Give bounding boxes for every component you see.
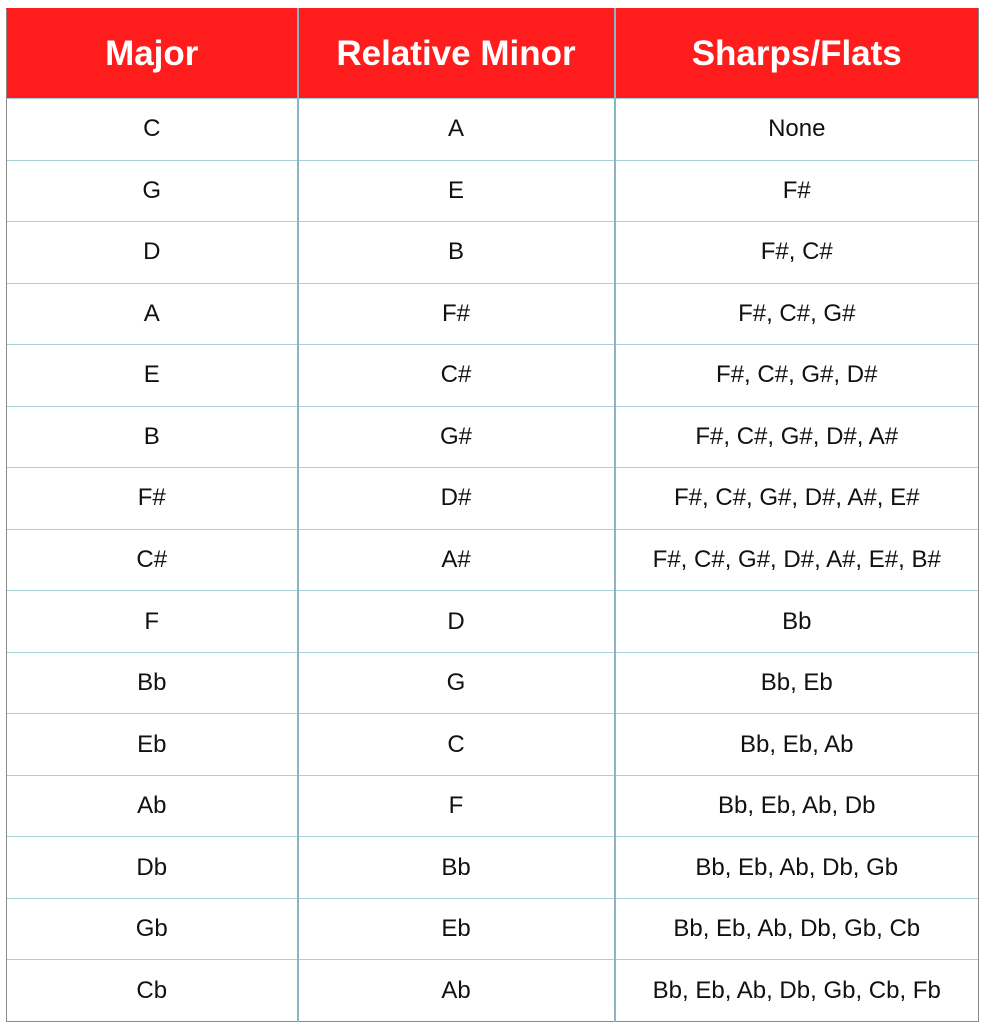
- header-sharps-flats: Sharps/Flats: [615, 9, 979, 99]
- sharps-flats-cell: Bb: [615, 591, 979, 653]
- major-cell: A: [7, 283, 298, 345]
- sharps-flats-cell: Bb, Eb, Ab, Db, Gb, Cb, Fb: [615, 960, 979, 1022]
- relative-minor-cell: B: [298, 222, 615, 284]
- major-cell: Bb: [7, 652, 298, 714]
- major-cell: F#: [7, 468, 298, 530]
- relative-minor-cell: G: [298, 652, 615, 714]
- sharps-flats-cell: F#, C#, G#, D#, A#, E#: [615, 468, 979, 530]
- sharps-flats-cell: Bb, Eb, Ab, Db, Gb, Cb: [615, 898, 979, 960]
- table-row: [7, 222, 979, 284]
- major-cell: Gb: [7, 898, 298, 960]
- table-row: [7, 960, 979, 1022]
- major-cell: E: [7, 345, 298, 407]
- table-row: [7, 345, 979, 407]
- header-relative-minor: Relative Minor: [298, 9, 615, 99]
- relative-minor-cell: C: [298, 714, 615, 776]
- major-cell: C: [7, 99, 298, 161]
- sharps-flats-cell: F#, C#, G#, D#, A#: [615, 406, 979, 468]
- header-major: Major: [7, 9, 298, 99]
- major-cell: C#: [7, 529, 298, 591]
- table-row: [7, 99, 979, 161]
- relative-minor-cell: C#: [298, 345, 615, 407]
- sharps-flats-cell: F#: [615, 160, 979, 222]
- table-row: [7, 591, 979, 653]
- sharps-flats-cell: Bb, Eb, Ab, Db, Gb: [615, 837, 979, 899]
- major-cell: Eb: [7, 714, 298, 776]
- relative-minor-cell: G#: [298, 406, 615, 468]
- relative-minor-cell: A: [298, 99, 615, 161]
- relative-minor-cell: E: [298, 160, 615, 222]
- table-row: [7, 714, 979, 776]
- sharps-flats-cell: F#, C#, G#, D#: [615, 345, 979, 407]
- header-row: [7, 9, 979, 99]
- relative-minor-cell: Ab: [298, 960, 615, 1022]
- major-cell: B: [7, 406, 298, 468]
- major-cell: Ab: [7, 775, 298, 837]
- table-header: [7, 9, 979, 99]
- relative-minor-cell: D: [298, 591, 615, 653]
- major-cell: F: [7, 591, 298, 653]
- sharps-flats-cell: F#, C#: [615, 222, 979, 284]
- major-cell: G: [7, 160, 298, 222]
- relative-minor-cell: Eb: [298, 898, 615, 960]
- relative-minor-cell: D#: [298, 468, 615, 530]
- major-cell: D: [7, 222, 298, 284]
- major-cell: Cb: [7, 960, 298, 1022]
- relative-minor-cell: Bb: [298, 837, 615, 899]
- table-row: [7, 837, 979, 899]
- relative-minor-cell: F: [298, 775, 615, 837]
- sharps-flats-cell: Bb, Eb: [615, 652, 979, 714]
- table-row: [7, 898, 979, 960]
- table-row: [7, 160, 979, 222]
- major-cell: Db: [7, 837, 298, 899]
- table-row: [7, 468, 979, 530]
- sharps-flats-cell: F#, C#, G#, D#, A#, E#, B#: [615, 529, 979, 591]
- relative-minor-cell: F#: [298, 283, 615, 345]
- table-row: [7, 652, 979, 714]
- key-signature-table: [6, 8, 979, 1022]
- table-row: [7, 283, 979, 345]
- table-row: [7, 775, 979, 837]
- sharps-flats-cell: Bb, Eb, Ab: [615, 714, 979, 776]
- sharps-flats-cell: F#, C#, G#: [615, 283, 979, 345]
- table-row: [7, 406, 979, 468]
- sharps-flats-cell: None: [615, 99, 979, 161]
- table-row: [7, 529, 979, 591]
- sharps-flats-cell: Bb, Eb, Ab, Db: [615, 775, 979, 837]
- table-body: [7, 99, 979, 1022]
- relative-minor-cell: A#: [298, 529, 615, 591]
- key-signature-table-container: [6, 8, 978, 1022]
